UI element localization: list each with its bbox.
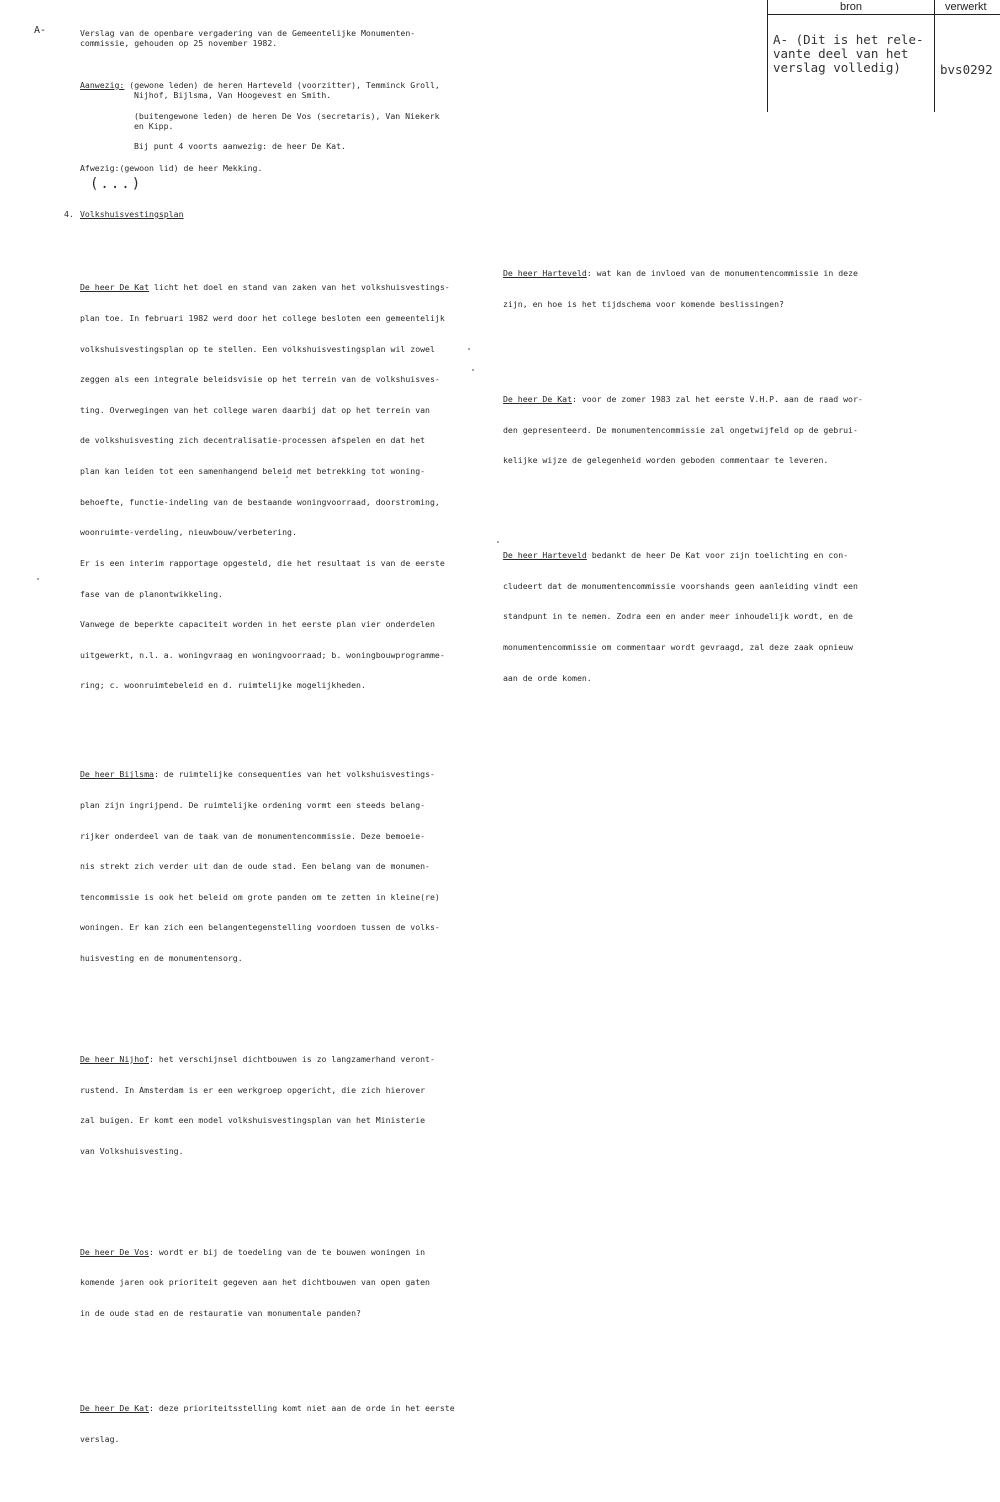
speaker-name: De heer De Kat <box>80 282 150 293</box>
present-line-1 <box>80 80 440 90</box>
absent-text: (gewoon lid) de heer Mekking. <box>119 163 263 173</box>
present-text-1: (gewone leden) de heren Harteveld (voorzitter), Temminck Groll, <box>124 80 440 90</box>
margin-mark: A- <box>34 25 47 36</box>
statement-nijhof <box>80 1034 455 1177</box>
statement-line: zal buigen. Er komt een model volkshuisvestingsplan van het Ministerie <box>80 1115 426 1126</box>
statement-line: Er is een interim rapportage opgesteld, die het resultaat is van de eerste <box>80 557 445 568</box>
statement-line: De heer De Kat licht het doel en stand van zaken van het volkshuisvestings- <box>80 282 450 293</box>
speaker-name: De heer De Vos <box>80 1246 150 1257</box>
statement-line: ting. Overwegingen van het college waren daarbij dat op het terrein van <box>80 404 430 415</box>
statement-line: monumentencommissie om commentaar wordt gevraagd, zal deze zaak opnieuw <box>503 642 853 653</box>
statement-harteveld-2 <box>503 530 863 703</box>
section-title: Volkshuisvestingsplan <box>80 209 184 219</box>
statement-de-vos <box>80 1226 455 1338</box>
statement-line: plan toe. In februari 1982 werd door het college besloten een gemeentelijk <box>80 313 445 324</box>
speaker-name: De heer De Kat <box>503 394 573 405</box>
statement-line: in de oude stad en de restauratie van monumentale panden? <box>80 1308 361 1319</box>
statement-harteveld-1 <box>503 248 863 330</box>
stamp-bron-line-1: A- (Dit is het rele- <box>773 32 924 47</box>
present-line-2: Nijhof, Bijlsma, Van Hoogevest en Smith. <box>134 90 332 100</box>
absent-line <box>80 163 262 173</box>
statement-de-kat-3 <box>503 374 863 486</box>
statement-line: rijker onderdeel van de taak van de monumentencommissie. Deze bemoeie- <box>80 830 426 841</box>
statement-line: aan de orde komen. <box>503 672 592 683</box>
statement-line: De heer Nijhof: het verschijnsel dichtbouwen is zo langzamerhand veront- <box>80 1054 435 1065</box>
speaker-name: De heer Harteveld <box>503 550 587 561</box>
statement-line: kelijke wijze de gelegenheid worden geboden commentaar te leveren. <box>503 455 829 466</box>
extra-members-line-2: en Kipp. <box>134 121 174 131</box>
statement-line: zijn, en hoe is het tijdschema voor komende beslissingen? <box>503 299 784 310</box>
section-number: 4. <box>64 209 74 219</box>
stamp-col-bron: bron <box>840 1 863 13</box>
statement-line: woningen. Er kan zich een belangentegenstelling voordoen tussen de volks- <box>80 922 440 933</box>
statement-line: cludeert dat de monumentencommissie voorshands geen aanleiding vindt een <box>503 580 858 591</box>
stamp-bron-line-2: vante deel van het <box>773 46 909 61</box>
statement-line: den gepresenteerd. De monumentencommissie zal ongetwijfeld op de gebrui- <box>503 424 858 435</box>
report-title-line-2: commissie, gehouden op 25 november 1982. <box>80 38 278 48</box>
stamp-verwerkt-value: bvs0292 <box>940 62 993 77</box>
stamp-left-border <box>767 0 768 112</box>
statement-line: huisvesting en de monumentensorg. <box>80 953 243 963</box>
statement-de-kat-2 <box>80 1383 455 1465</box>
statement-line: rustend. In Amsterdam is er een werkgroep opgericht, die zich hierover <box>80 1084 426 1095</box>
statement-line: De heer De Kat: voor de zomer 1983 zal het eerste V.H.P. aan de raad wor- <box>503 394 863 405</box>
speaker-name: De heer Bijlsma <box>80 769 154 780</box>
stamp-header-rule <box>767 14 1000 15</box>
statement-line: zeggen als een integrale beleidsvisie op het terrein van de volkshuisves- <box>80 374 440 385</box>
statement-line: De heer De Vos: wordt er bij de toedeling van de te bouwen woningen in <box>80 1246 426 1257</box>
statement-line: nis strekt zich verder uit dan de oude stad. Een belang van de monumen- <box>80 861 430 872</box>
stamp-bron-line-3: verslag volledig) <box>773 60 901 75</box>
statement-line: De heer Harteveld: wat kan de invloed van de monumentencommissie in deze <box>503 268 858 279</box>
scan-speck <box>497 541 499 543</box>
left-column <box>80 224 455 1502</box>
speaker-name: De heer Harteveld <box>503 268 587 279</box>
statement-line: de volkshuisvesting zich decentralisatie-processen afspelen en dat het <box>80 435 426 446</box>
statement-line: fase van de planontwikkeling. <box>80 588 223 599</box>
right-column <box>503 210 863 741</box>
present-label: Aanwezig: <box>80 80 125 90</box>
report-title-line-1: Verslag van de openbare vergadering van de Gemeentelijke Monumenten- <box>80 28 416 38</box>
scan-speck <box>472 369 474 371</box>
statement-line: ring; c. woonruimtebeleid en d. ruimtelijke mogelijkheden. <box>80 680 366 691</box>
statement-line: tencommissie is ook het beleid om grote panden om te zetten in kleine(re) <box>80 891 440 902</box>
statement-bijlsma <box>80 749 455 984</box>
item4-note: Bij punt 4 voorts aanwezig: de heer De Kat. <box>134 141 346 151</box>
statement-line: De heer Harteveld bedankt de heer De Kat voor zijn toelichting en con- <box>503 550 849 561</box>
statement-line: De heer Bijlsma: de ruimtelijke consequenties van het volkshuisvestings- <box>80 769 435 780</box>
absent-label: Afwezig: <box>80 163 120 173</box>
stamp-divider <box>934 0 935 112</box>
statement-line: komende jaren ook prioriteit gegeven aan het dichtbouwen van open gaten <box>80 1277 430 1288</box>
statement-de-kat-1 <box>80 262 455 711</box>
speaker-name: De heer De Kat <box>80 1403 150 1414</box>
statement-line: standpunt in te nemen. Zodra een en ander meer inhoudelijk wordt, en de <box>503 611 853 622</box>
statement-line: plan kan leiden tot een samenhangend beleid met betrekking tot woning- <box>80 466 426 477</box>
extra-members-line-1: (buitengewone leden) de heren De Vos (secretaris), Van Niekerk <box>134 111 440 121</box>
scan-speck <box>286 476 288 478</box>
statement-line: woonruimte-verdeling, nieuwbouw/verbetering. <box>80 527 297 538</box>
speaker-name: De heer Nijhof <box>80 1054 150 1065</box>
scan-speck <box>468 348 470 350</box>
statement-line: plan zijn ingrijpend. De ruimtelijke ordening vormt een steeds belang- <box>80 799 426 810</box>
statement-line: Vanwege de beperkte capaciteit worden in het eerste plan vier onderdelen <box>80 619 435 630</box>
omission-ellipsis: (...) <box>90 176 143 192</box>
statement-line: volkshuisvestingsplan op te stellen. Een volkshuisvestingsplan wil zowel <box>80 343 435 354</box>
statement-line: verslag. <box>80 1433 120 1444</box>
scan-speck <box>37 578 39 580</box>
statement-line: van Volkshuisvesting. <box>80 1145 184 1156</box>
statement-line: De heer De Kat: deze prioriteitsstelling komt niet aan de orde in het eerste <box>80 1403 455 1414</box>
statement-line: uitgewerkt, n.l. a. woningvraag en woningvoorraad; b. woningbouwprogramme- <box>80 649 445 660</box>
statement-line: behoefte, functie-indeling van de bestaande woningvoorraad, doorstroming, <box>80 496 440 507</box>
stamp-col-verwerkt: verwerkt <box>945 1 987 13</box>
